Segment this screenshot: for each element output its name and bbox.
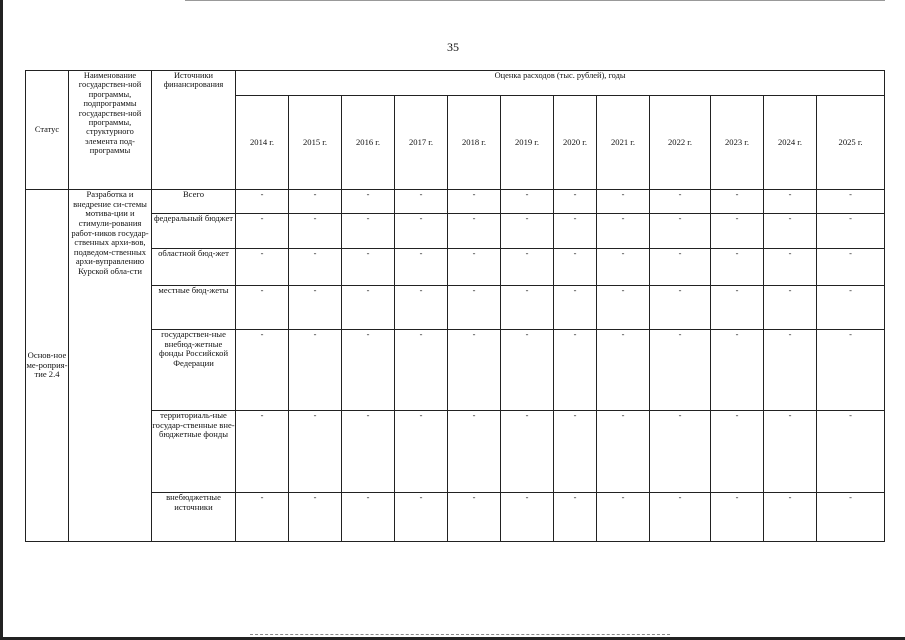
program-name-cell: Разработка и внедрение си-стемы мотива-ции и стимули-рования работ-ников государ-ственных архи-вов, подведом-ственных архи-вуправлению Курской обла-сти xyxy=(69,190,152,542)
value-cell: - xyxy=(711,214,764,249)
value-cell: - xyxy=(554,411,597,493)
value-cell: - xyxy=(817,286,885,330)
value-cell: - xyxy=(342,330,395,411)
value-cell: - xyxy=(289,214,342,249)
header-expense-estimate: Оценка расходов (тыс. рублей), годы xyxy=(236,71,885,96)
header-year: 2023 г. xyxy=(711,96,764,190)
header-funding-sources: Источники финансирования xyxy=(152,71,236,190)
value-cell: - xyxy=(395,493,448,542)
value-cell: - xyxy=(289,493,342,542)
value-cell: - xyxy=(711,493,764,542)
value-cell: - xyxy=(236,493,289,542)
value-cell: - xyxy=(597,330,650,411)
value-cell: - xyxy=(711,330,764,411)
value-cell: - xyxy=(817,214,885,249)
value-cell: - xyxy=(597,411,650,493)
funding-source-cell: областной бюд-жет xyxy=(152,249,236,286)
header-status: Статус xyxy=(26,71,69,190)
value-cell: - xyxy=(236,286,289,330)
header-program-name: Наименование государствен-ной программы, подпрограммы государствен-ной программы, структурного элемента под-программы xyxy=(69,71,152,190)
value-cell: - xyxy=(650,286,711,330)
value-cell: - xyxy=(342,190,395,214)
value-cell: - xyxy=(342,493,395,542)
header-year: 2014 г. xyxy=(236,96,289,190)
value-cell: - xyxy=(711,411,764,493)
table-row xyxy=(26,411,885,493)
value-cell: - xyxy=(554,493,597,542)
value-cell: - xyxy=(501,493,554,542)
table-row xyxy=(26,286,885,330)
value-cell: - xyxy=(448,190,501,214)
value-cell: - xyxy=(501,411,554,493)
value-cell: - xyxy=(764,214,817,249)
value-cell: - xyxy=(764,249,817,286)
status-cell: Основ-ное ме-роприя-тие 2.4 xyxy=(26,190,69,542)
value-cell: - xyxy=(395,249,448,286)
value-cell: - xyxy=(711,249,764,286)
value-cell: - xyxy=(650,249,711,286)
value-cell: - xyxy=(597,214,650,249)
value-cell: - xyxy=(289,330,342,411)
value-cell: - xyxy=(650,190,711,214)
value-cell: - xyxy=(597,249,650,286)
value-cell: - xyxy=(597,493,650,542)
header-year: 2025 г. xyxy=(817,96,885,190)
value-cell: - xyxy=(448,411,501,493)
value-cell: - xyxy=(554,286,597,330)
header-year: 2021 г. xyxy=(597,96,650,190)
header-year: 2018 г. xyxy=(448,96,501,190)
value-cell: - xyxy=(448,286,501,330)
table-body xyxy=(26,190,885,542)
value-cell: - xyxy=(554,214,597,249)
value-cell: - xyxy=(289,190,342,214)
scan-edge-left xyxy=(0,0,3,640)
value-cell: - xyxy=(554,249,597,286)
budget-table xyxy=(25,70,885,542)
table-row xyxy=(26,330,885,411)
page-number: 35 xyxy=(447,40,459,54)
value-cell: - xyxy=(342,249,395,286)
value-cell: - xyxy=(817,190,885,214)
value-cell: - xyxy=(711,286,764,330)
value-cell: - xyxy=(764,330,817,411)
value-cell: - xyxy=(342,286,395,330)
value-cell: - xyxy=(448,493,501,542)
header-year: 2019 г. xyxy=(501,96,554,190)
scan-edge-top xyxy=(185,0,885,1)
funding-source-cell: Всего xyxy=(152,190,236,214)
value-cell: - xyxy=(650,493,711,542)
value-cell: - xyxy=(236,330,289,411)
value-cell: - xyxy=(395,330,448,411)
value-cell: - xyxy=(764,286,817,330)
funding-source-cell: федеральный бюджет xyxy=(152,214,236,249)
value-cell: - xyxy=(711,190,764,214)
table-row xyxy=(26,493,885,542)
value-cell: - xyxy=(236,214,289,249)
value-cell: - xyxy=(817,493,885,542)
value-cell: - xyxy=(501,330,554,411)
value-cell: - xyxy=(289,286,342,330)
value-cell: - xyxy=(236,411,289,493)
value-cell: - xyxy=(501,286,554,330)
funding-source-cell: внебюджетные источники xyxy=(152,493,236,542)
value-cell: - xyxy=(448,214,501,249)
value-cell: - xyxy=(289,249,342,286)
scan-artifact-dashes xyxy=(250,634,670,636)
header-year: 2016 г. xyxy=(342,96,395,190)
value-cell: - xyxy=(554,190,597,214)
value-cell: - xyxy=(501,249,554,286)
value-cell: - xyxy=(342,411,395,493)
header-year: 2022 г. xyxy=(650,96,711,190)
header-year: 2017 г. xyxy=(395,96,448,190)
table-row xyxy=(26,190,885,214)
value-cell: - xyxy=(395,411,448,493)
value-cell: - xyxy=(597,190,650,214)
value-cell: - xyxy=(597,286,650,330)
value-cell: - xyxy=(289,411,342,493)
table-row xyxy=(26,214,885,249)
value-cell: - xyxy=(448,330,501,411)
table-row xyxy=(26,249,885,286)
header-year: 2024 г. xyxy=(764,96,817,190)
value-cell: - xyxy=(764,411,817,493)
header-year: 2015 г. xyxy=(289,96,342,190)
value-cell: - xyxy=(395,214,448,249)
funding-source-cell: государствен-ные внебюд-жетные фонды Российской Федерации xyxy=(152,330,236,411)
value-cell: - xyxy=(395,286,448,330)
value-cell: - xyxy=(650,214,711,249)
value-cell: - xyxy=(501,214,554,249)
value-cell: - xyxy=(501,190,554,214)
value-cell: - xyxy=(817,330,885,411)
funding-source-cell: территориаль-ные государ-ственные вне-бюджетные фонды xyxy=(152,411,236,493)
value-cell: - xyxy=(395,190,448,214)
header-year: 2020 г. xyxy=(554,96,597,190)
value-cell: - xyxy=(448,249,501,286)
funding-source-cell: местные бюд-жеты xyxy=(152,286,236,330)
value-cell: - xyxy=(554,330,597,411)
value-cell: - xyxy=(650,411,711,493)
value-cell: - xyxy=(764,493,817,542)
value-cell: - xyxy=(236,190,289,214)
value-cell: - xyxy=(342,214,395,249)
value-cell: - xyxy=(817,249,885,286)
value-cell: - xyxy=(817,411,885,493)
value-cell: - xyxy=(650,330,711,411)
value-cell: - xyxy=(236,249,289,286)
value-cell: - xyxy=(764,190,817,214)
